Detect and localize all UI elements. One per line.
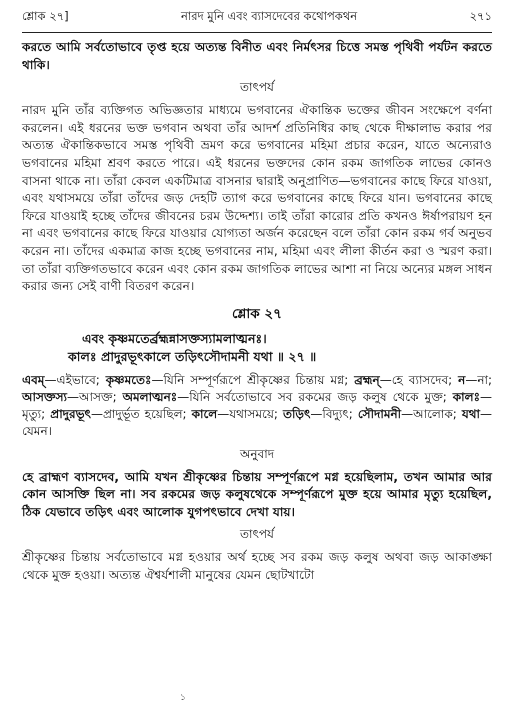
synonym-term: তড়িৎ — [282, 407, 311, 422]
word-for-word-synonyms — [22, 372, 492, 441]
translation-heading: অনুবাদ — [239, 446, 275, 461]
synonym-term: এবম্ — [22, 372, 45, 387]
synonym-meaning: —প্রাদুর্ভূত হয়েছিল; — [90, 407, 192, 422]
synonym-term: প্রাদুরভূৎ — [50, 407, 91, 422]
synonym-term: অমলাত্মনঃ — [122, 389, 178, 404]
synonym-term: কালঃ — [452, 389, 480, 404]
chapter-title: নারদ মুনি এবং ব্যাসদেবের কথোপকথন — [181, 9, 358, 23]
verse-line-2: কালঃ প্রাদুরভূৎকালে তড়িৎসৌদামনী যথা ॥ ২৭ ॥ — [68, 348, 317, 364]
synonym-meaning: —যথাসময়ে; — [217, 407, 283, 422]
synonym-term: কালে — [191, 407, 218, 422]
purport-heading: তাৎপর্য — [240, 80, 274, 95]
purport-heading-2: তাৎপর্য — [240, 527, 274, 542]
translation-body: হে ব্রাহ্মণ ব্যাসদেব, আমি যখন শ্রীকৃষ্ণের চিন্তায় সম্পূর্ণরূপে মগ্ন হয়েছিলাম, তখন আমার আর কোন আসক্তি ছিল না। সব রকমের জড় কলুষথেকে সম্পূর্ণরূপে মুক্ত হয়ে আমার মৃত্যু হয়েছিল, ঠিক যেভাবে তড়িৎ এবং আলোক যুগপৎভাবে দেখা যায়। — [22, 469, 492, 519]
synonym-meaning: —যিনি সর্বতোভাবে সব রকমের জড় কলুষ থেকে মুক্ত; — [177, 389, 453, 404]
synonym-meaning: —এইভাবে; — [44, 372, 106, 387]
synonym-meaning: —যেমন। — [22, 407, 492, 439]
synonym-term: কৃষ্ণমতেঃ — [105, 372, 152, 387]
synonym-term: আসক্তস্য — [22, 389, 67, 404]
verse-reference: শ্লোক ২৭] — [22, 9, 69, 23]
page-number: ২৭১ — [469, 9, 492, 23]
synonym-meaning: —আলোক; — [401, 407, 462, 422]
book-page — [22, 8, 492, 585]
synonym-term: যথা — [461, 407, 480, 422]
purport-body: নারদ মুনি তাঁর ব্যক্তিগত অভিজ্ঞতার মাধ্যমে ভগবানের ঐকান্তিক ভক্তের জীবন সংক্ষেপে বর্ণনা করলেন। এই ধরনের ভক্ত ভগবান অথবা তাঁর আদর্শ প্রতিনিধির কাছ থেকে দীক্ষালাভ করার পর অত্যন্ত ঐকান্তিকভাবে সমস্ত পৃথিবী ভ্রমণ করে ভগবানের মহিমা প্রচার করেন, যাতে অন্যেরাও ভগবানের মহিমা শ্রবণ করতে পারে। এই ধরনের ভক্তদের কোন রকম জাগতিক লাভের কোনও বাসনা থাকে না। তাঁরা কেবল একটিমাত্র বাসনার দ্বারাই অনুপ্রাণিত—ভগবানের কাছে ফিরে যাওয়া, এবং যথাসময়ে তাঁরা তাঁদের জড় দেহটি ত্যাগ করে ভগবানের কাছে ফিরে যান। ভগবানের কাছে ফিরে যাওয়াই হচ্ছে তাঁদের জীবনের চরম উদ্দেশ্য। তাই তাঁরা কারোর প্রতি কখনও ঈর্ষাপরায়ণ হন না এবং ভগবানের কাছে ফিরে যাওয়ার যোগ্যতা অর্জন করেছেন বলে তাঁরা কোন রকম গর্ব অনুভব করেন না। তাঁদের একমাত্র কাজ হচ্ছে ভগবানের নাম, মহিমা এবং লীলা কীর্তন করা ও স্মরণ করা। তা তাঁরা ব্যক্তিগতভাবে করেন এবং কোন রকম জাগতিক লাভের আশা না নিয়ে অন্যের মঙ্গল সাধন করার জন্য সেই বাণী বিতরণ করেন। — [22, 103, 492, 294]
synonym-term: ব্রহ্মন্ — [354, 372, 380, 387]
synonym-meaning: —মৃত্যু; — [22, 389, 492, 422]
verse-heading: শ্লোক ২৭ — [232, 305, 282, 322]
purport-body-2: শ্রীকৃষ্ণের চিন্তায় সর্বতোভাবে মগ্ন হওয়ার অর্থ হচ্ছে সব রকম জড় কলুষ অথবা জড় আকাঙ্ক্ষা থেকে মুক্ত হওয়া। অত্যন্ত ঐশ্বর্যশালী মানুষের যেমন ছোটখাটো — [22, 550, 492, 582]
running-header — [22, 8, 492, 33]
footer-mark: ১ — [180, 693, 186, 703]
synonym-meaning: —না; — [465, 372, 492, 387]
synonym-meaning: —আসক্ত; — [67, 389, 123, 404]
synonym-meaning: —হে ব্যাসদেব; — [379, 372, 459, 387]
sanskrit-verse — [22, 330, 492, 366]
synonym-term: ন — [458, 372, 466, 387]
verse-line-1: এবং কৃষ্ণমতের্ব্রহ্মন্নাসক্তস্যামলাত্মনঃ। — [82, 330, 267, 346]
intro-translation-text: করতে আমি সর্বতোভাবে তৃপ্ত হয়ে অত্যন্ত বিনীত এবং নির্মৎসর চিত্তে সমস্ত পৃথিবী পর্যটন করতে থাকি। — [22, 40, 492, 72]
synonym-meaning: —যিনি সম্পূর্ণরূপে শ্রীকৃষ্ণের চিন্তায় মগ্ন; — [151, 372, 355, 387]
synonym-term: সৌদামনী — [357, 407, 402, 422]
synonym-meaning: —বিদ্যুৎ; — [310, 407, 358, 422]
